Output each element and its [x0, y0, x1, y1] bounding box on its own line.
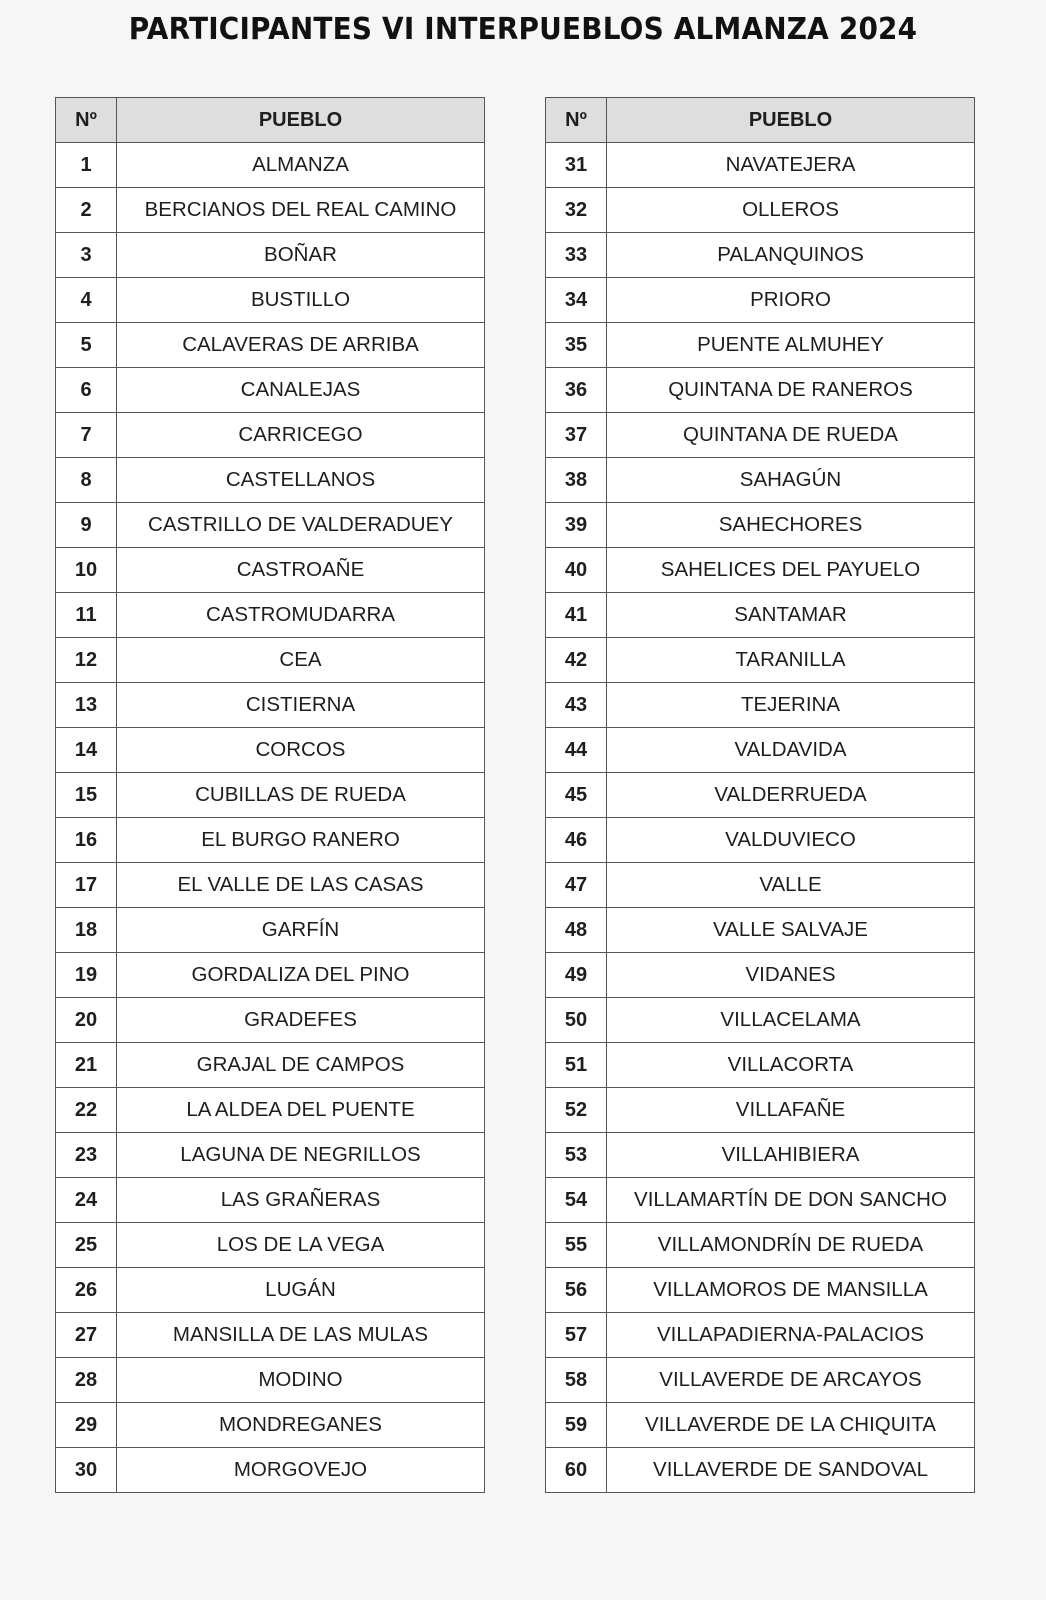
number-column-header: Nº: [546, 98, 607, 143]
table-row: [56, 638, 485, 683]
table-row: [546, 233, 975, 278]
town-name: LOS DE LA VEGA: [117, 1223, 485, 1268]
row-number: 1: [56, 143, 117, 188]
table-row: [546, 1178, 975, 1223]
row-number: 43: [546, 683, 607, 728]
table-header-row: [546, 98, 975, 143]
row-number: 33: [546, 233, 607, 278]
town-name: QUINTANA DE RANEROS: [607, 368, 975, 413]
table-row: [56, 1178, 485, 1223]
row-number: 36: [546, 368, 607, 413]
town-name: CALAVERAS DE ARRIBA: [117, 323, 485, 368]
table-row: [56, 1088, 485, 1133]
table-row: [56, 458, 485, 503]
table-row: [546, 368, 975, 413]
row-number: 34: [546, 278, 607, 323]
table-row: [546, 1133, 975, 1178]
table-row: [56, 278, 485, 323]
town-column-header: PUEBLO: [607, 98, 975, 143]
row-number: 35: [546, 323, 607, 368]
row-number: 52: [546, 1088, 607, 1133]
town-name: LAS GRAÑERAS: [117, 1178, 485, 1223]
town-name: BUSTILLO: [117, 278, 485, 323]
table-row: [56, 188, 485, 233]
row-number: 9: [56, 503, 117, 548]
row-number: 42: [546, 638, 607, 683]
table-row: [546, 503, 975, 548]
row-number: 8: [56, 458, 117, 503]
table-row: [546, 1223, 975, 1268]
town-name: VILLAMARTÍN DE DON SANCHO: [607, 1178, 975, 1223]
table-row: [546, 188, 975, 233]
row-number: 53: [546, 1133, 607, 1178]
town-name: VALDERRUEDA: [607, 773, 975, 818]
town-name: MANSILLA DE LAS MULAS: [117, 1313, 485, 1358]
town-name: VALDAVIDA: [607, 728, 975, 773]
town-name: LA ALDEA DEL PUENTE: [117, 1088, 485, 1133]
town-column-header: PUEBLO: [117, 98, 485, 143]
row-number: 10: [56, 548, 117, 593]
row-number: 4: [56, 278, 117, 323]
town-name: GRADEFES: [117, 998, 485, 1043]
left-table-body: [56, 143, 485, 1493]
row-number: 14: [56, 728, 117, 773]
participants-table-left: [55, 97, 485, 1493]
table-row: [546, 323, 975, 368]
table-row: [546, 953, 975, 998]
row-number: 24: [56, 1178, 117, 1223]
table-row: [56, 953, 485, 998]
row-number: 49: [546, 953, 607, 998]
table-row: [56, 908, 485, 953]
town-name: CANALEJAS: [117, 368, 485, 413]
town-name: CARRICEGO: [117, 413, 485, 458]
town-name: VALLE: [607, 863, 975, 908]
row-number: 59: [546, 1403, 607, 1448]
row-number: 31: [546, 143, 607, 188]
town-name: VALDUVIECO: [607, 818, 975, 863]
table-row: [56, 233, 485, 278]
table-row: [546, 278, 975, 323]
row-number: 30: [56, 1448, 117, 1493]
table-row: [56, 368, 485, 413]
table-row: [56, 728, 485, 773]
row-number: 51: [546, 1043, 607, 1088]
town-name: PALANQUINOS: [607, 233, 975, 278]
row-number: 11: [56, 593, 117, 638]
table-row: [56, 503, 485, 548]
town-name: VALLE SALVAJE: [607, 908, 975, 953]
town-name: VILLAVERDE DE LA CHIQUITA: [607, 1403, 975, 1448]
table-row: [546, 548, 975, 593]
row-number: 7: [56, 413, 117, 458]
row-number: 17: [56, 863, 117, 908]
town-name: GRAJAL DE CAMPOS: [117, 1043, 485, 1088]
row-number: 22: [56, 1088, 117, 1133]
row-number: 25: [56, 1223, 117, 1268]
table-row: [546, 728, 975, 773]
table-row: [546, 1313, 975, 1358]
town-name: VIDANES: [607, 953, 975, 998]
town-name: CUBILLAS DE RUEDA: [117, 773, 485, 818]
table-row: [56, 413, 485, 458]
table-row: [56, 1403, 485, 1448]
row-number: 21: [56, 1043, 117, 1088]
row-number: 18: [56, 908, 117, 953]
row-number: 2: [56, 188, 117, 233]
number-column-header: Nº: [56, 98, 117, 143]
town-name: GORDALIZA DEL PINO: [117, 953, 485, 998]
row-number: 46: [546, 818, 607, 863]
row-number: 56: [546, 1268, 607, 1313]
row-number: 26: [56, 1268, 117, 1313]
table-row: [546, 818, 975, 863]
town-name: VILLACELAMA: [607, 998, 975, 1043]
table-row: [56, 1448, 485, 1493]
page-title: PARTICIPANTES VI INTERPUEBLOS ALMANZA 2024: [128, 12, 918, 47]
table-row: [56, 863, 485, 908]
town-name: CASTROAÑE: [117, 548, 485, 593]
table-row: [56, 548, 485, 593]
town-name: CASTRILLO DE VALDERADUEY: [117, 503, 485, 548]
row-number: 48: [546, 908, 607, 953]
town-name: PUENTE ALMUHEY: [607, 323, 975, 368]
row-number: 16: [56, 818, 117, 863]
right-table-body: [546, 143, 975, 1493]
town-name: VILLAMONDRÍN DE RUEDA: [607, 1223, 975, 1268]
town-name: OLLEROS: [607, 188, 975, 233]
row-number: 32: [546, 188, 607, 233]
town-name: CASTELLANOS: [117, 458, 485, 503]
table-row: [546, 773, 975, 818]
row-number: 6: [56, 368, 117, 413]
town-name: GARFÍN: [117, 908, 485, 953]
table-row: [56, 143, 485, 188]
town-name: SAHAGÚN: [607, 458, 975, 503]
row-number: 50: [546, 998, 607, 1043]
town-name: VILLAPADIERNA-PALACIOS: [607, 1313, 975, 1358]
row-number: 12: [56, 638, 117, 683]
table-row: [56, 323, 485, 368]
town-name: CEA: [117, 638, 485, 683]
town-name: VILLAHIBIERA: [607, 1133, 975, 1178]
row-number: 45: [546, 773, 607, 818]
table-row: [56, 1223, 485, 1268]
town-name: CISTIERNA: [117, 683, 485, 728]
row-number: 29: [56, 1403, 117, 1448]
table-row: [546, 593, 975, 638]
town-name: EL BURGO RANERO: [117, 818, 485, 863]
town-name: SAHELICES DEL PAYUELO: [607, 548, 975, 593]
row-number: 27: [56, 1313, 117, 1358]
table-header-row: [56, 98, 485, 143]
table-row: [546, 1088, 975, 1133]
town-name: SAHECHORES: [607, 503, 975, 548]
row-number: 54: [546, 1178, 607, 1223]
table-row: [56, 1358, 485, 1403]
table-row: [546, 458, 975, 503]
town-name: BERCIANOS DEL REAL CAMINO: [117, 188, 485, 233]
row-number: 40: [546, 548, 607, 593]
town-name: VILLAVERDE DE ARCAYOS: [607, 1358, 975, 1403]
table-row: [56, 1043, 485, 1088]
table-row: [56, 683, 485, 728]
row-number: 38: [546, 458, 607, 503]
town-name: ALMANZA: [117, 143, 485, 188]
town-name: MORGOVEJO: [117, 1448, 485, 1493]
row-number: 15: [56, 773, 117, 818]
town-name: SANTAMAR: [607, 593, 975, 638]
town-name: QUINTANA DE RUEDA: [607, 413, 975, 458]
town-name: MONDREGANES: [117, 1403, 485, 1448]
table-row: [546, 143, 975, 188]
town-name: PRIORO: [607, 278, 975, 323]
row-number: 19: [56, 953, 117, 998]
table-row: [56, 1133, 485, 1178]
town-name: NAVATEJERA: [607, 143, 975, 188]
town-name: CORCOS: [117, 728, 485, 773]
row-number: 5: [56, 323, 117, 368]
row-number: 13: [56, 683, 117, 728]
table-row: [546, 998, 975, 1043]
town-name: VILLACORTA: [607, 1043, 975, 1088]
table-row: [546, 683, 975, 728]
table-row: [546, 638, 975, 683]
town-name: LAGUNA DE NEGRILLOS: [117, 1133, 485, 1178]
table-row: [546, 1268, 975, 1313]
town-name: MODINO: [117, 1358, 485, 1403]
row-number: 23: [56, 1133, 117, 1178]
table-row: [546, 1403, 975, 1448]
row-number: 47: [546, 863, 607, 908]
row-number: 55: [546, 1223, 607, 1268]
table-row: [546, 1358, 975, 1403]
table-row: [546, 413, 975, 458]
row-number: 3: [56, 233, 117, 278]
town-name: BOÑAR: [117, 233, 485, 278]
table-row: [56, 998, 485, 1043]
row-number: 39: [546, 503, 607, 548]
table-row: [546, 863, 975, 908]
table-row: [56, 1313, 485, 1358]
town-name: TEJERINA: [607, 683, 975, 728]
town-name: TARANILLA: [607, 638, 975, 683]
row-number: 37: [546, 413, 607, 458]
town-name: VILLAVERDE DE SANDOVAL: [607, 1448, 975, 1493]
row-number: 28: [56, 1358, 117, 1403]
row-number: 20: [56, 998, 117, 1043]
town-name: VILLAMOROS DE MANSILLA: [607, 1268, 975, 1313]
table-row: [56, 593, 485, 638]
row-number: 44: [546, 728, 607, 773]
town-name: CASTROMUDARRA: [117, 593, 485, 638]
table-row: [56, 818, 485, 863]
table-row: [546, 1448, 975, 1493]
town-name: VILLAFAÑE: [607, 1088, 975, 1133]
row-number: 41: [546, 593, 607, 638]
table-row: [546, 1043, 975, 1088]
row-number: 60: [546, 1448, 607, 1493]
town-name: EL VALLE DE LAS CASAS: [117, 863, 485, 908]
participants-table-right: [545, 97, 975, 1493]
row-number: 57: [546, 1313, 607, 1358]
table-row: [56, 1268, 485, 1313]
table-row: [546, 908, 975, 953]
table-row: [56, 773, 485, 818]
row-number: 58: [546, 1358, 607, 1403]
town-name: LUGÁN: [117, 1268, 485, 1313]
